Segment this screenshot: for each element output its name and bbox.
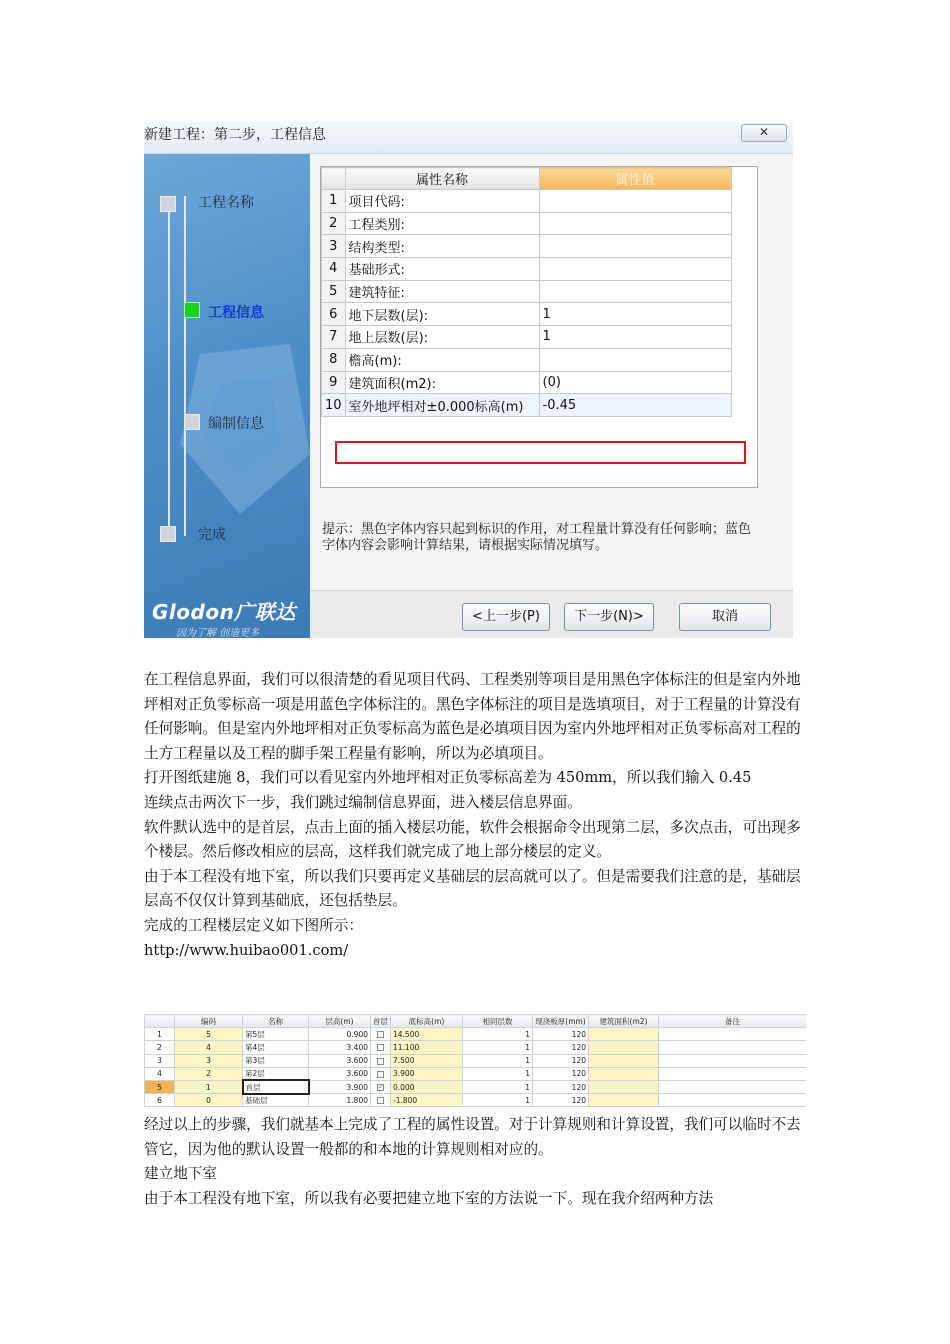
property-grid bbox=[320, 166, 758, 488]
table-row[interactable] bbox=[322, 326, 732, 349]
table-row[interactable] bbox=[145, 1094, 807, 1107]
row-index: 9 bbox=[322, 371, 346, 394]
content-pane bbox=[310, 154, 793, 590]
paragraph: 在工程信息界面，我们可以很清楚的看见项目代码、工程类别等项目是用黑色字体标注的但是室内外地坪相对正负零标高一项是用蓝色字体标注的。黑色字体标注的项目是选填项目，对于工程量的计算没有任何影响。但是室内外地坪相对正负零标高为蓝色是必填项目因为室内外地坪相对正负零标高对工程的土方工程量以及工程的脚手架工程量有影响，所以为必填项目。 bbox=[144, 671, 801, 762]
checkbox-icon[interactable] bbox=[377, 1044, 384, 1051]
table-row[interactable] bbox=[145, 1028, 807, 1041]
slab-thickness[interactable]: 120 bbox=[533, 1041, 589, 1054]
note[interactable] bbox=[659, 1054, 807, 1067]
same-floor-count[interactable]: 1 bbox=[463, 1054, 533, 1067]
slab-thickness[interactable]: 120 bbox=[533, 1028, 589, 1041]
note[interactable] bbox=[659, 1094, 807, 1107]
bottom-elevation[interactable]: 11.100 bbox=[391, 1041, 463, 1054]
brand-slogan: 因为了解 创造更多 bbox=[176, 628, 260, 638]
floor-name[interactable]: 第3层 bbox=[243, 1054, 309, 1067]
table-row[interactable] bbox=[322, 371, 732, 394]
row-index: 7 bbox=[322, 326, 346, 349]
property-name: 工程类别: bbox=[345, 212, 539, 235]
floor-height[interactable]: 3.900 bbox=[309, 1080, 371, 1093]
required-row-highlight bbox=[335, 441, 746, 464]
url-text: http://www.huibao001.com/ bbox=[144, 941, 349, 959]
paragraph: 连续点击两次下一步，我们跳过编制信息界面，进入楼层信息界面。 bbox=[144, 793, 582, 811]
same-floor-count[interactable]: 1 bbox=[463, 1080, 533, 1093]
close-icon: ✕ bbox=[758, 125, 770, 139]
note[interactable] bbox=[659, 1041, 807, 1054]
first-floor-cell[interactable] bbox=[371, 1028, 391, 1041]
step-label: 工程信息 bbox=[208, 305, 264, 321]
property-name: 结构类型: bbox=[345, 235, 539, 258]
column-header: 现浇板厚(mm) bbox=[533, 1015, 589, 1028]
checkbox-icon[interactable] bbox=[377, 1031, 384, 1038]
floor-name[interactable]: 第4层 bbox=[243, 1041, 309, 1054]
property-name: 项目代码: bbox=[345, 190, 539, 213]
next-step-button[interactable]: 下一步(N)> bbox=[564, 603, 654, 631]
floor-code[interactable]: 5 bbox=[175, 1028, 243, 1041]
step-label: 完成 bbox=[198, 527, 226, 543]
property-table bbox=[321, 167, 732, 417]
step-label: 编制信息 bbox=[208, 416, 264, 432]
slab-thickness[interactable]: 120 bbox=[533, 1094, 589, 1107]
property-value[interactable] bbox=[539, 212, 731, 235]
building-area[interactable] bbox=[589, 1054, 659, 1067]
floor-table-header-row bbox=[145, 1015, 807, 1028]
new-project-dialog bbox=[144, 122, 793, 638]
table-row[interactable] bbox=[322, 212, 732, 235]
floor-table bbox=[144, 1014, 806, 1107]
floor-height[interactable]: 1.800 bbox=[309, 1094, 371, 1107]
paragraph: 软件默认选中的是首层，点击上面的插入楼层功能，软件会根据命令出现第二层，多次点击，可出现多个楼层。然后修改相应的层高，这样我们就完成了地上部分楼层的定义。 bbox=[144, 818, 801, 861]
dialog-button-bar bbox=[310, 590, 793, 638]
closing-text bbox=[144, 1113, 808, 1211]
bottom-elevation[interactable]: -1.800 bbox=[391, 1094, 463, 1107]
note[interactable] bbox=[659, 1067, 807, 1080]
property-value[interactable] bbox=[539, 235, 731, 258]
floor-code[interactable]: 0 bbox=[175, 1094, 243, 1107]
prev-step-button[interactable]: <上一步(P) bbox=[462, 603, 550, 631]
property-name: 建筑面积(m2): bbox=[345, 371, 539, 394]
hint-text: 提示：黑色字体内容只起到标识的作用，对工程量计算没有任何影响；蓝色字体内容会影响计算结果，请根据实际情况填写。 bbox=[322, 522, 752, 553]
row-index: 5 bbox=[145, 1080, 175, 1093]
property-value[interactable] bbox=[539, 258, 731, 281]
floor-code[interactable]: 3 bbox=[175, 1054, 243, 1067]
table-row-required[interactable] bbox=[322, 394, 732, 417]
paragraph: 由于本工程没有地下室，所以我有必要把建立地下室的方法说一下。现在我介绍两种方法 bbox=[144, 1189, 714, 1207]
bottom-elevation[interactable]: 7.500 bbox=[391, 1054, 463, 1067]
bottom-elevation[interactable]: 3.900 bbox=[391, 1067, 463, 1080]
building-area[interactable] bbox=[589, 1041, 659, 1054]
same-floor-count[interactable]: 1 bbox=[463, 1028, 533, 1041]
building-area[interactable] bbox=[589, 1080, 659, 1093]
property-name: 建筑特征: bbox=[345, 280, 539, 303]
row-index: 6 bbox=[145, 1094, 175, 1107]
row-index: 4 bbox=[145, 1067, 175, 1080]
same-floor-count[interactable]: 1 bbox=[463, 1041, 533, 1054]
dialog-title: 新建工程：第二步，工程信息 bbox=[144, 127, 326, 143]
index-header bbox=[322, 168, 346, 190]
property-value[interactable]: 1 bbox=[539, 326, 731, 349]
dialog-title-bar bbox=[144, 122, 793, 154]
floor-height[interactable]: 3.600 bbox=[309, 1067, 371, 1080]
row-index: 8 bbox=[322, 348, 346, 371]
step-label: 工程名称 bbox=[198, 195, 254, 211]
table-row[interactable] bbox=[322, 258, 732, 281]
floor-code[interactable]: 2 bbox=[175, 1067, 243, 1080]
column-header-name: 属性名称 bbox=[345, 168, 539, 190]
wizard-sidebar bbox=[144, 154, 310, 638]
first-floor-cell[interactable] bbox=[371, 1041, 391, 1054]
slab-thickness[interactable]: 120 bbox=[533, 1080, 589, 1093]
note[interactable] bbox=[659, 1028, 807, 1041]
property-name: 地上层数(层): bbox=[345, 326, 539, 349]
step-indicator-icon bbox=[160, 526, 176, 542]
floor-code[interactable]: 1 bbox=[175, 1080, 243, 1093]
checkbox-icon[interactable] bbox=[377, 1097, 384, 1104]
close-button[interactable] bbox=[741, 124, 787, 142]
column-header: 名称 bbox=[243, 1015, 309, 1028]
building-area[interactable] bbox=[589, 1094, 659, 1107]
floor-height[interactable]: 0.900 bbox=[309, 1028, 371, 1041]
first-floor-cell[interactable] bbox=[371, 1054, 391, 1067]
property-value[interactable]: (0) bbox=[539, 371, 731, 394]
building-area[interactable] bbox=[589, 1028, 659, 1041]
checkbox-icon[interactable] bbox=[377, 1058, 384, 1065]
step-indicator-icon bbox=[184, 414, 200, 430]
same-floor-count[interactable]: 1 bbox=[463, 1094, 533, 1107]
table-row[interactable] bbox=[322, 190, 732, 213]
floor-name[interactable]: 第2层 bbox=[243, 1067, 309, 1080]
row-index: 3 bbox=[322, 235, 346, 258]
column-header bbox=[145, 1015, 175, 1028]
floor-height[interactable]: 3.600 bbox=[309, 1054, 371, 1067]
property-name: 地下层数(层): bbox=[345, 303, 539, 326]
column-header: 备注 bbox=[659, 1015, 807, 1028]
step-indicator-icon bbox=[160, 196, 176, 212]
row-index: 1 bbox=[145, 1028, 175, 1041]
first-floor-cell[interactable] bbox=[371, 1080, 391, 1093]
row-index: 10 bbox=[322, 394, 346, 417]
floor-name[interactable]: 首层 bbox=[243, 1080, 309, 1093]
note[interactable] bbox=[659, 1080, 807, 1093]
column-header: 建筑面积(m2) bbox=[589, 1015, 659, 1028]
column-header: 编码 bbox=[175, 1015, 243, 1028]
body-text bbox=[144, 668, 808, 963]
first-floor-cell[interactable] bbox=[371, 1067, 391, 1080]
row-index: 2 bbox=[322, 212, 346, 235]
table-row[interactable] bbox=[145, 1041, 807, 1054]
column-header: 相同层数 bbox=[463, 1015, 533, 1028]
table-row-selected[interactable] bbox=[145, 1080, 807, 1093]
property-value[interactable]: -0.45 bbox=[539, 394, 731, 417]
column-header: 层高(m) bbox=[309, 1015, 371, 1028]
row-index: 6 bbox=[322, 303, 346, 326]
checkbox-icon[interactable] bbox=[377, 1071, 384, 1078]
property-value[interactable] bbox=[539, 280, 731, 303]
property-value[interactable] bbox=[539, 348, 731, 371]
cancel-button[interactable]: 取消 bbox=[679, 603, 771, 631]
property-value[interactable] bbox=[539, 190, 731, 213]
paragraph: 由于本工程没有地下室，所以我们只要再定义基础层的层高就可以了。但是需要我们注意的是，基础层层高不仅仅计算到基础底，还包括垫层。 bbox=[144, 867, 801, 910]
slab-thickness[interactable]: 120 bbox=[533, 1067, 589, 1080]
paragraph: 经过以上的步骤，我们就基本上完成了工程的属性设置。对于计算规则和计算设置，我们可以临时不去管它，因为他的默认设置一般都的和本地的计算规则相对应的。 bbox=[144, 1116, 801, 1158]
row-index: 3 bbox=[145, 1054, 175, 1067]
section-heading: 建立地下室 bbox=[144, 1165, 217, 1183]
bottom-elevation[interactable]: 0.000 bbox=[391, 1080, 463, 1093]
brand-logo: Glodon广联达 bbox=[152, 600, 296, 624]
table-row[interactable] bbox=[322, 280, 732, 303]
slab-thickness[interactable]: 120 bbox=[533, 1054, 589, 1067]
checkbox-checked-icon[interactable]: ✓ bbox=[378, 1083, 384, 1092]
floor-code[interactable]: 4 bbox=[175, 1041, 243, 1054]
table-row[interactable] bbox=[322, 235, 732, 258]
paragraph: 完成的工程楼层定义如下图所示： bbox=[144, 916, 363, 934]
table-header-row bbox=[322, 168, 732, 190]
row-index: 2 bbox=[145, 1041, 175, 1054]
floor-table-screenshot bbox=[144, 1014, 806, 1108]
property-name: 檐高(m): bbox=[345, 348, 539, 371]
table-row[interactable] bbox=[145, 1054, 807, 1067]
table-row[interactable] bbox=[322, 303, 732, 326]
property-name: 室外地坪相对±0.000标高(m) bbox=[345, 394, 539, 417]
first-floor-cell[interactable] bbox=[371, 1094, 391, 1107]
row-index: 4 bbox=[322, 258, 346, 281]
column-header-value: 属性值 bbox=[539, 168, 731, 190]
column-header: 首层 bbox=[371, 1015, 391, 1028]
table-row[interactable] bbox=[145, 1067, 807, 1080]
paragraph: 打开图纸建施 8，我们可以看见室内外地坪相对正负零标高差为 450mm，所以我们输入 0.45 bbox=[144, 769, 752, 787]
same-floor-count[interactable]: 1 bbox=[463, 1067, 533, 1080]
column-header: 底标高(m) bbox=[391, 1015, 463, 1028]
floor-name[interactable]: 基础层 bbox=[243, 1094, 309, 1107]
building-area[interactable] bbox=[589, 1067, 659, 1080]
table-row[interactable] bbox=[322, 348, 732, 371]
floor-name[interactable]: 第5层 bbox=[243, 1028, 309, 1041]
step-active-indicator-icon bbox=[184, 302, 200, 318]
property-value[interactable]: 1 bbox=[539, 303, 731, 326]
property-name: 基础形式: bbox=[345, 258, 539, 281]
floor-height[interactable]: 3.400 bbox=[309, 1041, 371, 1054]
row-index: 5 bbox=[322, 280, 346, 303]
row-index: 1 bbox=[322, 190, 346, 213]
bottom-elevation[interactable]: 14.500 bbox=[391, 1028, 463, 1041]
